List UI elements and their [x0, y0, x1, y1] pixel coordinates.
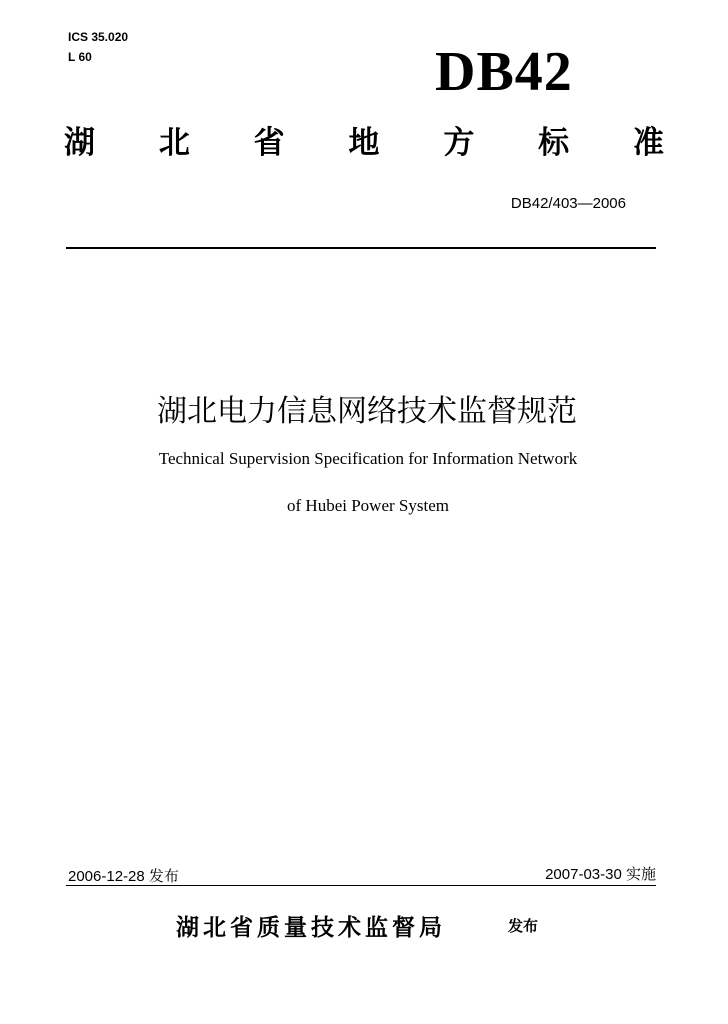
implementation-date: 2007-03-30 实施: [545, 866, 656, 883]
document-title-chinese: 湖北电力信息网络技术监督规范: [157, 394, 577, 429]
standard-number: DB42/403—2006: [510, 195, 626, 212]
standard-type-char: 湖: [64, 125, 95, 161]
document-title-english-line1: Technical Supervision Specification for Information Network: [158, 449, 578, 468]
publish-label: 发布: [508, 917, 539, 935]
standard-type-char: 省: [253, 125, 285, 161]
standard-type-char: 方: [443, 125, 475, 161]
db-logo: DB42: [435, 41, 573, 103]
issue-date: 2006-12-28 发布: [68, 868, 179, 885]
standard-type-title: [64, 125, 664, 161]
publisher-name: 湖北省质量技术监督局: [176, 915, 446, 941]
standard-type-char: 标: [538, 125, 570, 161]
classification-code: L 60: [68, 50, 92, 64]
footer-divider: [66, 885, 656, 886]
standard-type-char: 准: [632, 125, 664, 161]
ics-code: ICS 35.020: [68, 30, 129, 44]
document-title-english-line2: of Hubei Power System: [287, 496, 449, 515]
standard-type-char: 北: [158, 125, 190, 161]
header-divider: [66, 247, 656, 249]
standard-type-char: 地: [348, 125, 380, 161]
